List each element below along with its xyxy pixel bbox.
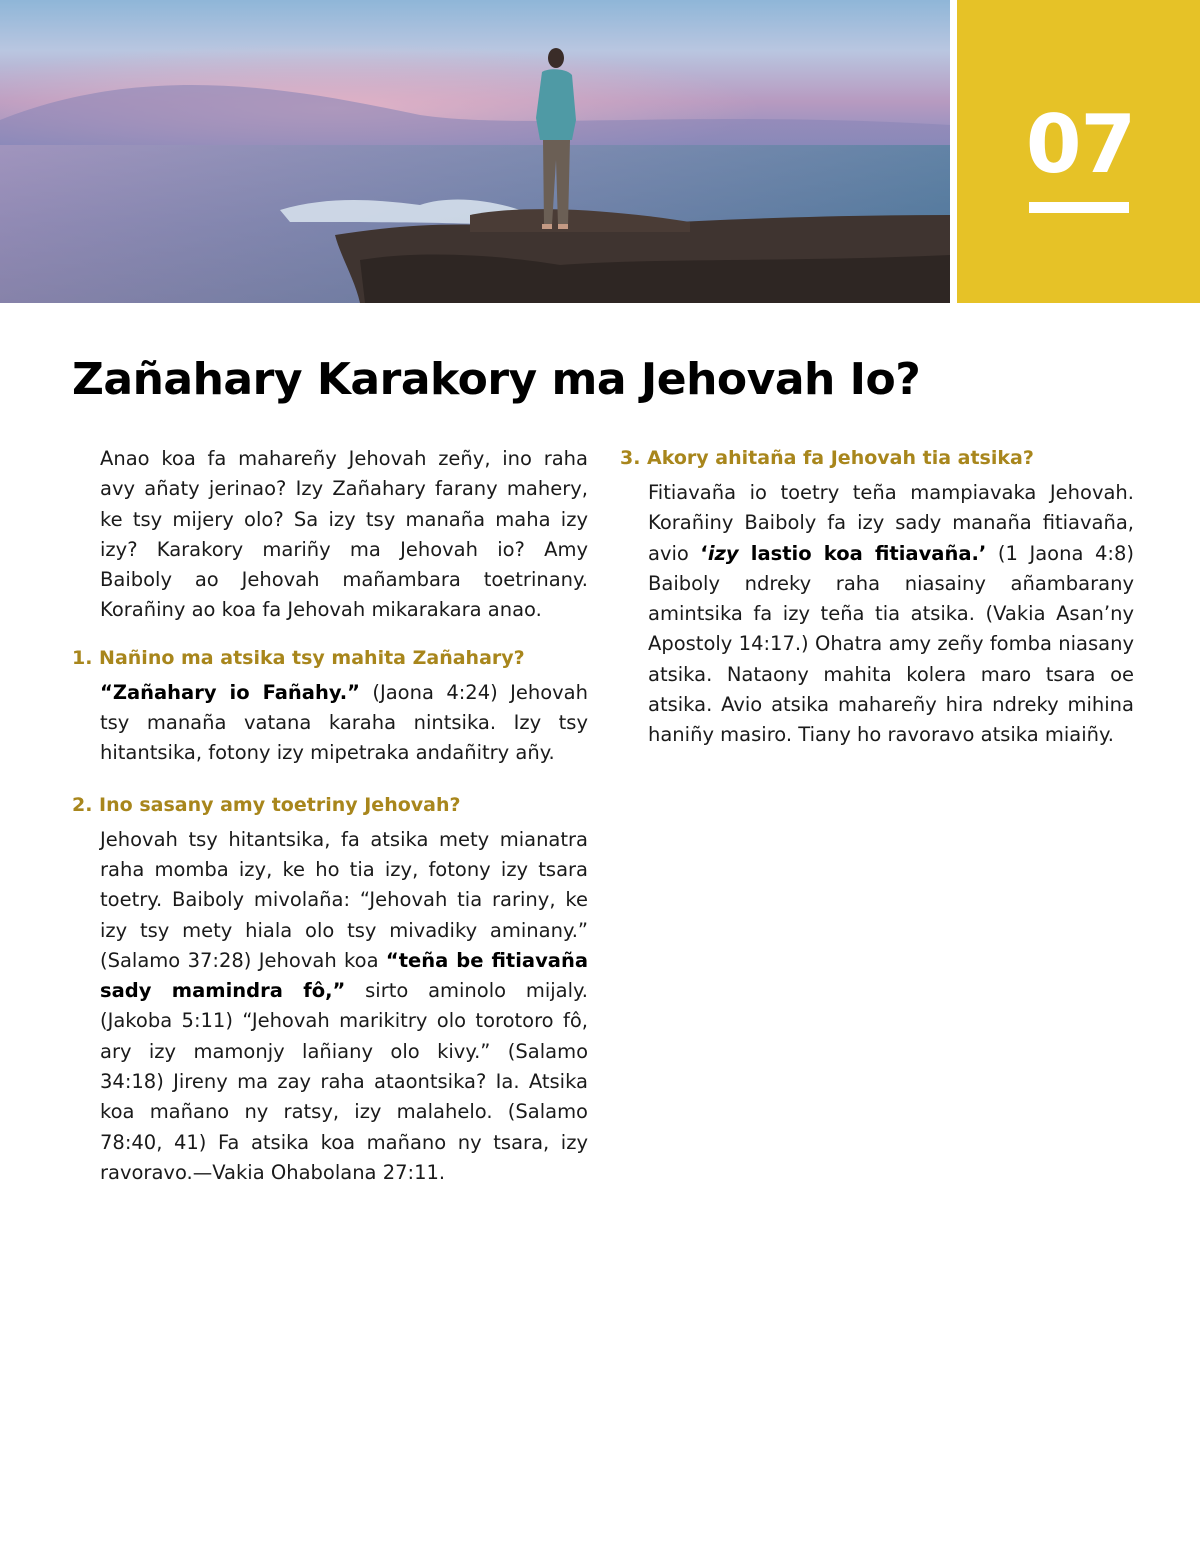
section-2-text-b: sirto aminolo mijaly. (Jakoba 5:11) “Jehovah marikitry olo torotoro fô, ary izy mamonjy lañiany olo kivy.” (Salamo 34:18) Jireny ma zay raha ataontsika? Ia. Atsika koa mañano ny ratsy, izy malahelo. (Salamo 78:40, 41) Fa atsika koa mañano ny tsara, izy ravoravo.—Vakia Ohabolana 27:11.	[100, 979, 588, 1184]
left-column	[72, 444, 588, 1188]
lesson-number-underline	[1029, 202, 1129, 213]
section-3-quote-open: ‘	[700, 541, 708, 565]
section-2-quote: “teña be fitiavaña sady mamindra fô,”	[100, 948, 588, 1003]
section-2	[72, 791, 588, 1189]
section-1-body	[100, 678, 588, 769]
section-2-text-a: Jehovah tsy hitantsika, fa atsika mety mianatra raha momba izy, ke ho tia izy, fotony izy tsara toetry. Baiboly mivolaña: “Jehovah tia rariny, ke izy tsy mety hiala olo tsy mivadiky aminany.” (Salamo 37:28) Jehovah koa	[100, 827, 588, 972]
section-1-text: (Jaona 4:24) Jehovah tsy manaña vatana karaha nintsika. Izy tsy hitantsika, fotony izy mipetraka andañitry añy.	[100, 680, 588, 765]
section-1-quote: “Zañahary io Fañahy.”	[100, 680, 360, 704]
section-3-text-b: (1 Jaona 4:8) Baiboly ndreky raha niasainy añambarany amintsika fa izy teña tia atsika. (Vakia Asan’ny Apostoly 14:17.) Ohatra amy zeñy fomba niasany atsika. Nataony mahita kolera maro tsara oe atsika. Avio atsika mahareñy hira ndreky mihina haniñy masiro. Tiany ho ravoravo atsika miaiñy.	[648, 541, 1134, 747]
seascape-image	[0, 0, 950, 303]
section-3-text-a: Fitiavaña io toetry teña mampiavaka Jehovah. Korañiny Baiboly fa izy sady manaña fitiavaña, avio	[648, 481, 1134, 565]
section-3-body	[648, 478, 1134, 751]
section-3-heading: 3. Akory ahitaña fa Jehovah tia atsika?	[620, 447, 1034, 469]
section-1	[72, 644, 588, 769]
section-1-heading: 1. Nañino ma atsika tsy mahita Zañahary?	[72, 646, 525, 669]
section-2-heading: 2. Ino sasany amy toetriny Jehovah?	[72, 793, 461, 816]
page-title: Zañahary Karakory ma Jehovah Io?	[72, 354, 921, 405]
section-3-quote-italic: izy	[707, 541, 739, 565]
section-3	[620, 444, 1134, 751]
intro-paragraph: Anao koa fa mahareñy Jehovah zeñy, ino raha avy añaty jerinao? Izy Zañahary farany mahery, ke tsy mijery olo? Sa izy tsy manaña maha izy izy? Karakory mariñy ma Jehovah io? Amy Baiboly ao Jehovah mañambara toetrinany. Korañiny ao koa fa Jehovah mikarakara anao.	[100, 447, 588, 622]
hero-photo	[0, 0, 950, 303]
section-2-body	[100, 825, 588, 1189]
section-3-quote-rest: lastio koa fitiavaña.’	[738, 541, 987, 565]
lesson-number: 07	[1025, 98, 1136, 191]
right-column	[620, 444, 1134, 751]
lesson-badge	[957, 0, 1200, 303]
